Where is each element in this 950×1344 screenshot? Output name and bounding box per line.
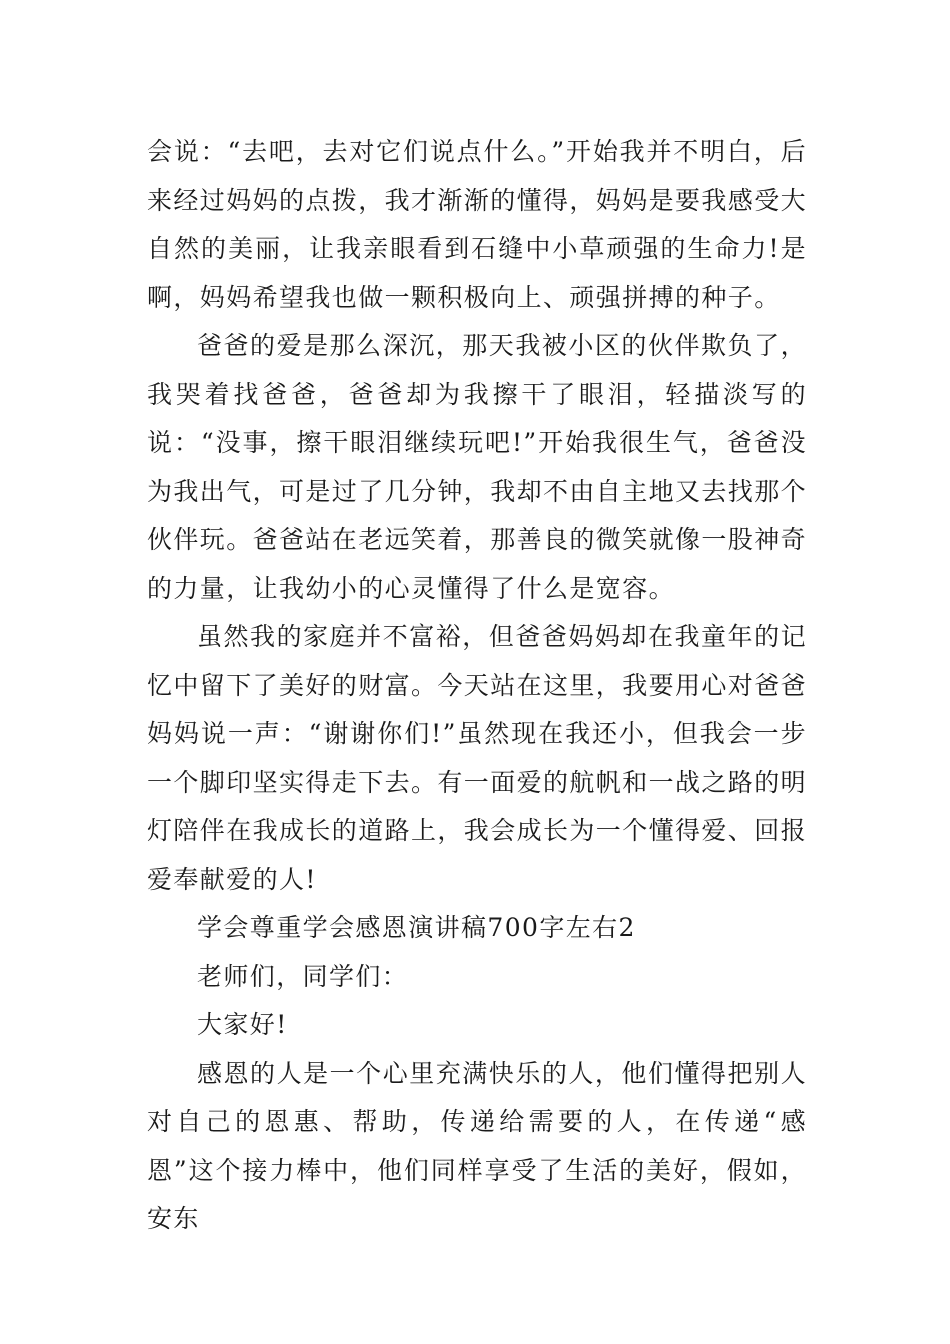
- section-heading: 学会尊重学会感恩演讲稿700字左右2: [197, 913, 636, 942]
- paragraph-mother-lesson: 会说：“去吧，去对它们说点什么。”开始我并不明白，后来经过妈妈的点拨，我才渐渐的懂得，妈妈是要我感受大自然的美丽，让我亲眼看到石缝中小草顽强的生命力!是啊，妈妈希望我也做一颗积极向上、顽强拼搏的种子。: [147, 137, 808, 312]
- document-body: [147, 128, 807, 1244]
- paragraph-father-love: 爸爸的爱是那么深沉，那天我被小区的伙伴欺负了，我哭着找爸爸，爸爸却为我擦干了眼泪，轻描淡写的说：“没事，擦干眼泪继续玩吧!”开始我很生气，爸爸没为我出气，可是过了几分钟，我却不由自主地又去找那个伙伴玩。爸爸站在老远笑着，那善良的微笑就像一股神奇的力量，让我幼小的心灵懂得了什么是宽容。: [147, 331, 808, 603]
- paragraph-gratitude: 虽然我的家庭并不富裕，但爸爸妈妈却在我童年的记忆中留下了美好的财富。今天站在这里，我要用心对爸爸妈妈说一声：“谢谢你们!”虽然现在我还小，但我会一步一个脚印坚实得走下去。有一面爱的航帆和一战之路的明灯陪伴在我成长的道路上，我会成长为一个懂得爱、回报爱奉献爱的人!: [147, 622, 808, 894]
- salutation: 老师们，同学们：: [197, 961, 409, 991]
- greeting: 大家好!: [197, 1010, 288, 1039]
- paragraph-grateful-people: 感恩的人是一个心里充满快乐的人，他们懂得把别人对自己的恩惠、帮助，传递给需要的人，在传递“感恩”这个接力棒中，他们同样享受了生活的美好，假如，安东: [147, 1058, 807, 1233]
